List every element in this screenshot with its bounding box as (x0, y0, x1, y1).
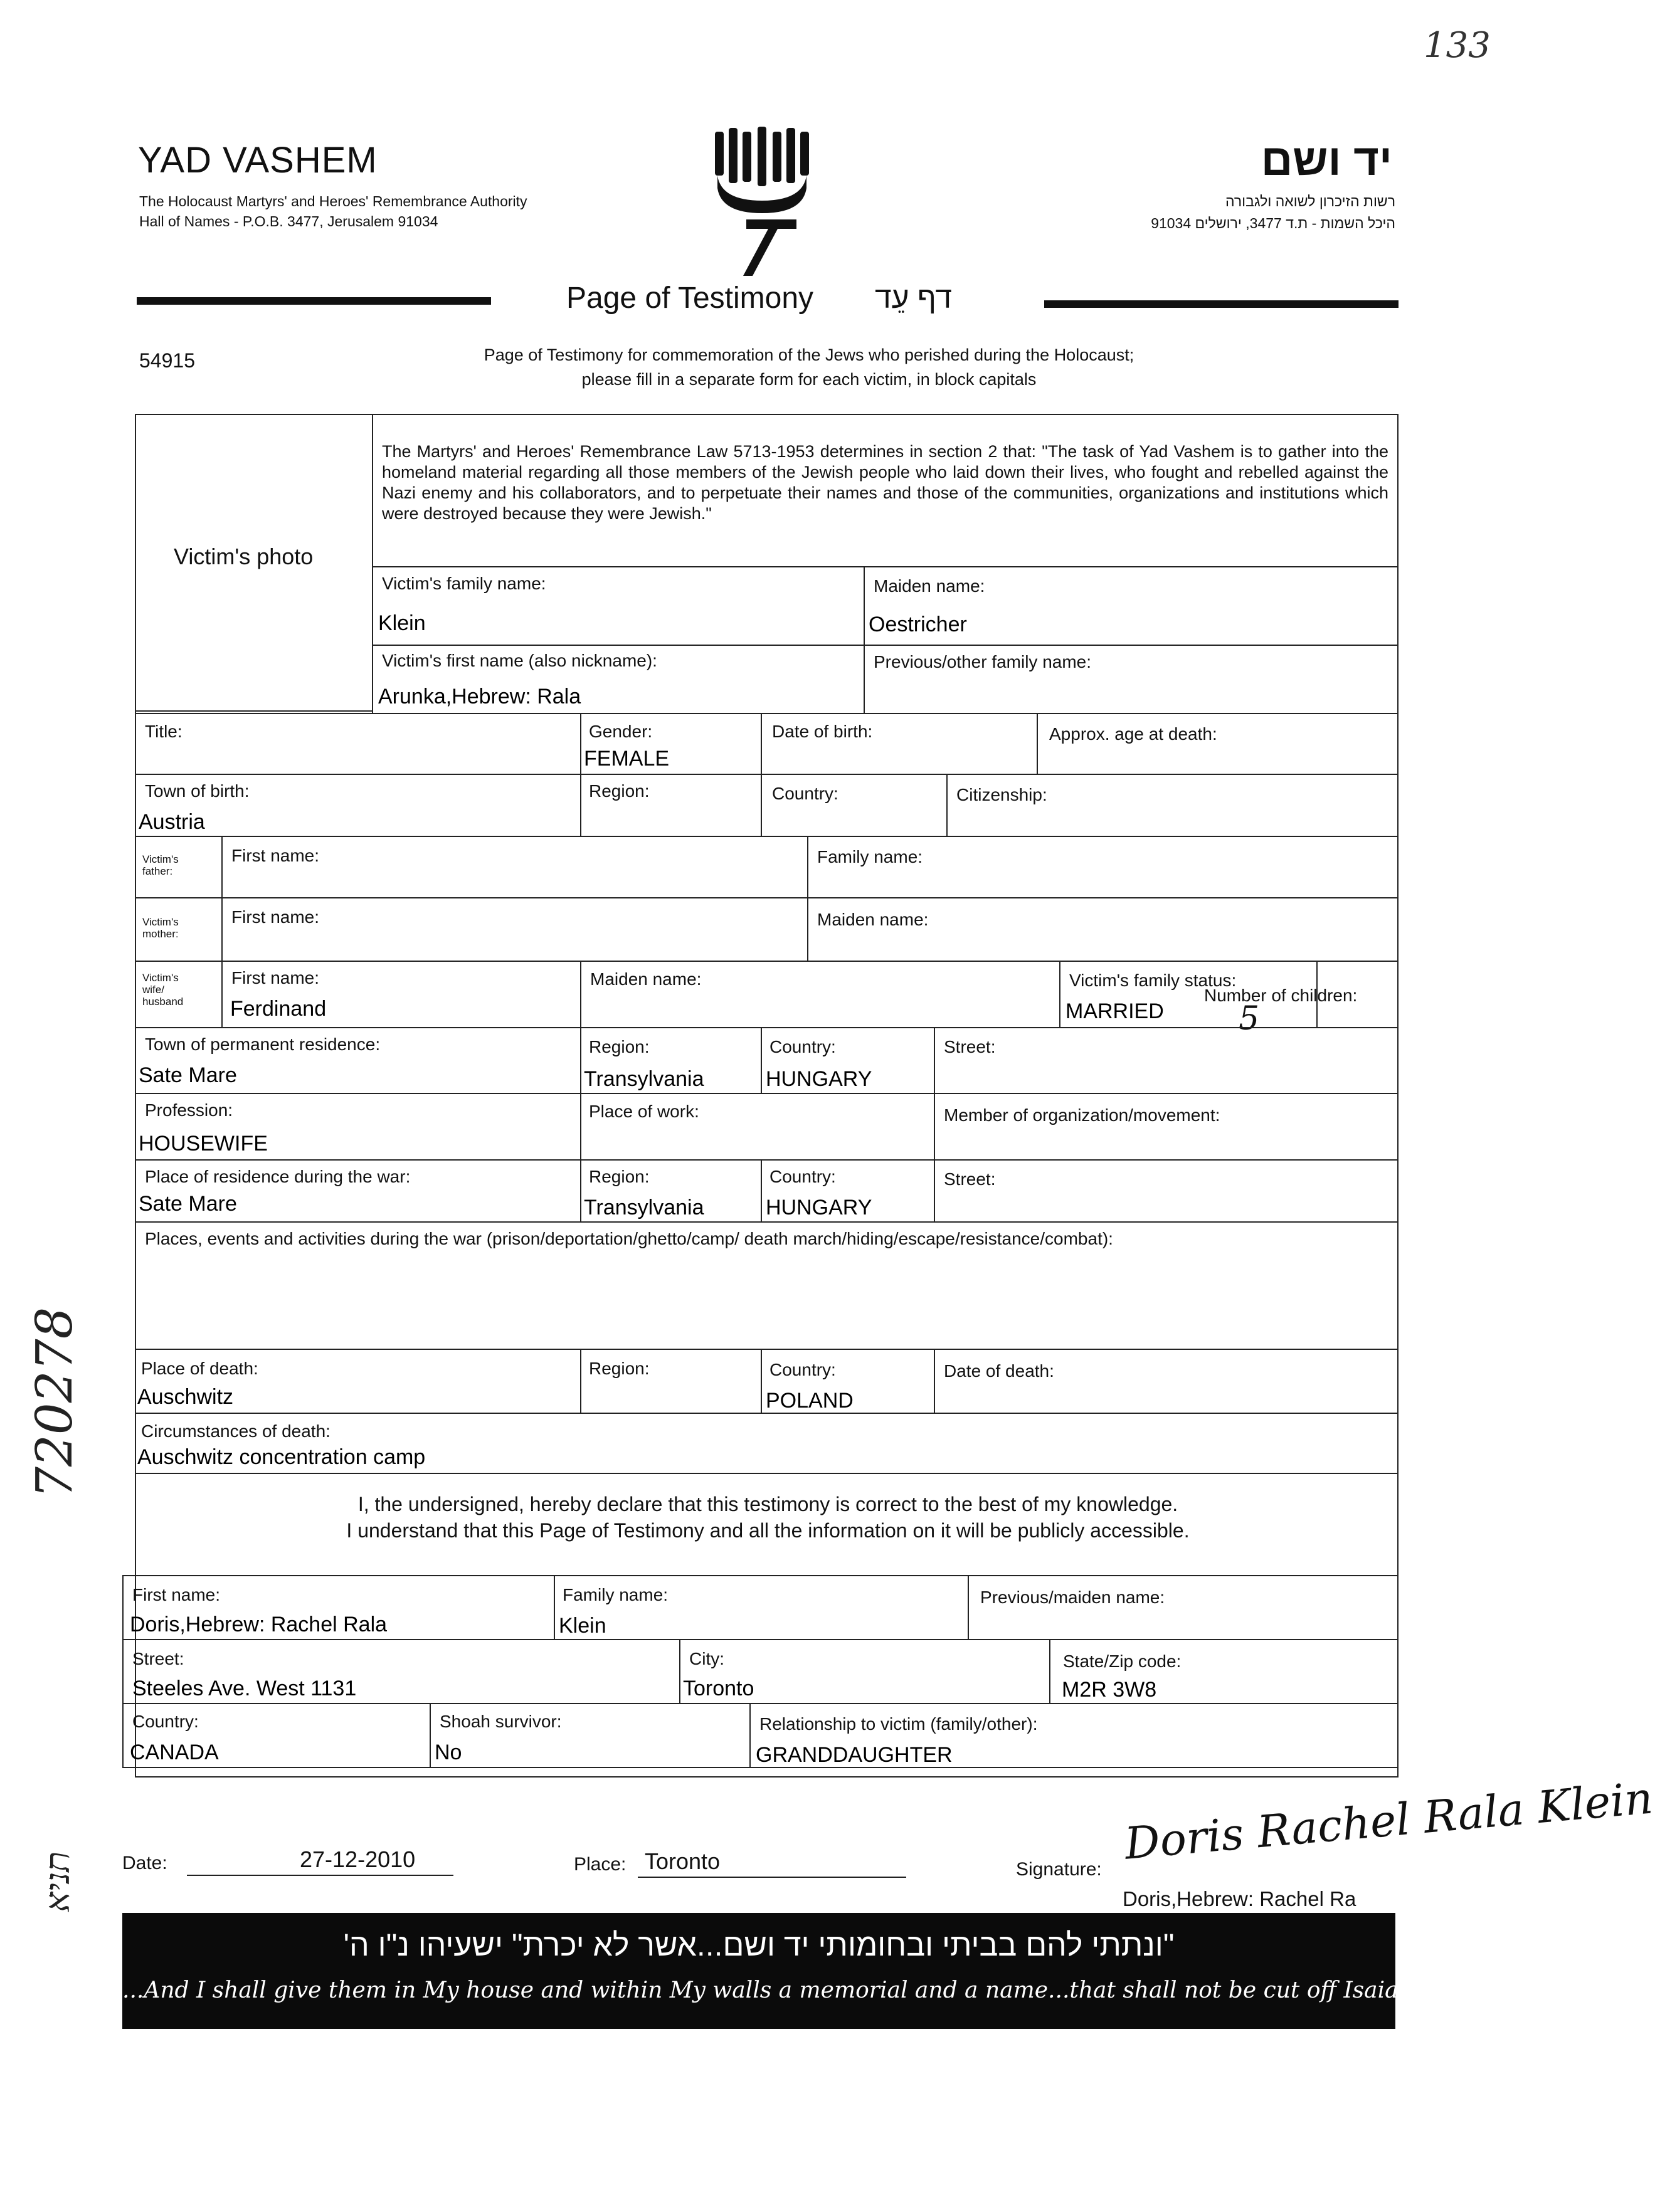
declaration-line-2: I understand that this Page of Testimony and all the information on it will be publicly accessible. (346, 1519, 1190, 1542)
residence-region-field[interactable] (580, 1027, 762, 1094)
submitter-family-name-value: Klein (559, 1614, 606, 1638)
father-label-cell (135, 836, 223, 898)
form-title-hebrew: דף עֵד (875, 282, 952, 315)
signature-handwritten[interactable]: Doris Rachel Rala Klein (1123, 1772, 1655, 1870)
victim-family-name-field[interactable] (372, 566, 865, 646)
victim-maiden-name-value: Oestricher (869, 613, 967, 636)
mother-first-name-field[interactable] (221, 897, 808, 962)
residence-town-field[interactable] (135, 1027, 581, 1094)
circumstances-value: Auschwitz concentration camp (137, 1445, 426, 1469)
organization-field[interactable] (934, 1093, 1399, 1161)
town-of-birth-field[interactable] (135, 774, 581, 837)
citizenship-label: Citizenship: (956, 785, 1047, 804)
war-residence-value: Sate Mare (139, 1192, 237, 1216)
victim-previous-name-field[interactable] (864, 645, 1399, 714)
signature-typed: Doris,Hebrew: Rachel Ra (1123, 1887, 1356, 1910)
shoah-survivor-label: Shoah survivor: (440, 1712, 562, 1731)
shoah-survivor-field[interactable] (430, 1703, 751, 1768)
spouse-label-cell (135, 961, 223, 1028)
instructions-line-2: please fill in a separate form for each victim, in block capitals (581, 370, 1037, 389)
profession-label: Profession: (145, 1100, 233, 1120)
banner-english-quote: ...And I shall give them in My house and within My walls a memorial and a name...that shall not be cut off Isaiah 56:5 (122, 1978, 1471, 2003)
relationship-value: GRANDDAUGHTER (756, 1743, 953, 1767)
victim-family-name-value: Klein (378, 611, 426, 635)
submitter-previous-name-field[interactable] (968, 1575, 1399, 1640)
father-family-name-field[interactable] (807, 836, 1399, 898)
form-title: Page of Testimony (566, 282, 814, 315)
date-underline (187, 1875, 453, 1876)
org-name: YAD VASHEM (138, 140, 378, 181)
submitter-city-field[interactable] (679, 1639, 1050, 1704)
isaiah-banner (122, 1913, 1471, 2029)
family-status-label: Victim's family status: (1069, 971, 1237, 990)
place-of-death-field[interactable] (135, 1349, 581, 1414)
title-field[interactable] (135, 713, 581, 775)
spouse-label: Victim's wife/ husband (142, 972, 184, 1008)
submitter-zip-value: M2R 3W8 (1062, 1678, 1157, 1702)
org-address: Hall of Names - P.O.B. 3477, Jerusalem 91034 (139, 213, 438, 229)
war-residence-field[interactable] (135, 1159, 581, 1223)
war-street-field[interactable] (934, 1159, 1399, 1223)
place-of-work-field[interactable] (580, 1093, 935, 1161)
residence-town-value: Sate Mare (139, 1063, 237, 1087)
date-value[interactable]: 27-12-2010 (300, 1846, 416, 1872)
spouse-first-name-field[interactable] (221, 961, 581, 1028)
submitter-family-name-field[interactable] (554, 1575, 969, 1640)
spouse-first-name-value: Ferdinand (230, 997, 327, 1021)
victim-first-name-field[interactable] (372, 645, 865, 714)
victim-maiden-name-label: Maiden name: (874, 576, 985, 596)
place-of-work-label: Place of work: (589, 1102, 699, 1121)
children-count-value: 5 (1239, 1000, 1260, 1038)
law-box (372, 414, 1399, 567)
form-number: 54915 (139, 349, 195, 372)
war-country-field[interactable] (761, 1159, 935, 1223)
gender-label: Gender: (589, 722, 653, 741)
residence-street-label: Street: (944, 1037, 996, 1056)
submitter-first-name-field[interactable] (122, 1575, 555, 1640)
family-status-value: MARRIED (1065, 999, 1164, 1023)
submitter-zip-label: State/Zip code: (1063, 1651, 1182, 1671)
profession-field[interactable] (135, 1093, 581, 1161)
submitter-street-field[interactable] (122, 1639, 680, 1704)
father-family-name-label: Family name: (817, 847, 923, 866)
submitter-first-name-label: First name: (132, 1585, 221, 1604)
age-at-death-label: Approx. age at death: (1049, 724, 1217, 744)
declaration-box (135, 1473, 1399, 1576)
circumstances-field[interactable] (135, 1413, 1399, 1474)
residence-country-value: HUNGARY (766, 1067, 872, 1091)
declaration-line-1: I, the undersigned, hereby declare that this testimony is correct to the best of my knowledge. (357, 1493, 1178, 1515)
submitter-zip-field[interactable] (1049, 1639, 1399, 1704)
town-of-birth-value: Austria (139, 810, 205, 834)
margin-annotation-hebrew: תניא (38, 1851, 77, 1912)
law-text: The Martyrs' and Heroes' Remembrance Law 5713-1953 determines in section 2 that: "The task of Yad Vashem is to gather into the homeland material regarding all those members of the Jewish people who laid down their lives, who fought and rebelled against the Nazi enemy and his collaborators, and to perpetuate their names and those of the communities, organizations and institutions which were destroyed because they were Jewish." (382, 442, 1388, 523)
spouse-first-name-label: First name: (231, 968, 320, 988)
residence-region-label: Region: (589, 1037, 650, 1056)
submitter-city-value: Toronto (683, 1677, 754, 1700)
war-region-field[interactable] (580, 1159, 762, 1223)
death-country-label: Country: (769, 1360, 836, 1379)
circumstances-label: Circumstances of death: (141, 1421, 330, 1441)
banner-hebrew-quote: "ונתתי להם בביתי ובחומותי יד ושם...אשר לא יכרת" ישעיהו נ"ו ה' (343, 1927, 1175, 1962)
victim-first-name-label: Victim's first name (also nickname): (382, 651, 657, 670)
place-underline (638, 1877, 906, 1878)
date-of-death-field[interactable] (934, 1349, 1399, 1414)
mother-label: Victim's mother: (142, 916, 179, 940)
death-region-label: Region: (589, 1359, 650, 1378)
submitter-family-name-label: Family name: (563, 1585, 669, 1604)
margin-annotation: 720278 (25, 1307, 83, 1498)
organization-label: Member of organization/movement: (944, 1105, 1220, 1125)
org-subtitle: The Holocaust Martyrs' and Heroes' Remembrance Authority (139, 193, 527, 209)
victim-photo-label: Victim's photo (174, 544, 314, 569)
war-events-field[interactable] (135, 1221, 1399, 1350)
birth-region-field[interactable] (580, 774, 762, 837)
title-label: Title: (145, 722, 182, 741)
birth-country-label: Country: (772, 784, 838, 803)
mother-maiden-name-label: Maiden name: (817, 910, 929, 929)
submitter-street-value: Steeles Ave. West 1131 (132, 1677, 357, 1700)
residence-region-value: Transylvania (584, 1067, 704, 1091)
submitter-country-field[interactable] (122, 1703, 431, 1768)
war-region-label: Region: (589, 1167, 650, 1186)
yad-vashem-logo (709, 125, 818, 279)
residence-street-field[interactable] (934, 1027, 1399, 1094)
submitter-street-label: Street: (132, 1649, 184, 1668)
title-rule-left (137, 297, 491, 305)
war-residence-label: Place of residence during the war: (145, 1167, 411, 1186)
children-count-label: Number of children: (1204, 986, 1358, 1005)
war-events-label: Places, events and activities during the war (prison/deportation/ghetto/camp/ death march/hiding/escape/resistance/combat): (145, 1229, 1113, 1248)
place-label: Place: (574, 1854, 627, 1875)
mother-first-name-label: First name: (231, 907, 320, 927)
gender-field[interactable] (580, 713, 762, 775)
residence-country-field[interactable] (761, 1027, 935, 1094)
citizenship-field[interactable] (946, 774, 1399, 837)
victim-first-name-value: Arunka,Hebrew: Rala (378, 685, 581, 708)
age-at-death-field[interactable] (1037, 713, 1399, 775)
war-region-value: Transylvania (584, 1196, 704, 1219)
relationship-field[interactable] (749, 1703, 1399, 1768)
page-number: 133 (1424, 25, 1491, 66)
date-of-birth-field[interactable] (761, 713, 1038, 775)
residence-country-label: Country: (769, 1037, 836, 1056)
death-country-field[interactable] (761, 1349, 935, 1414)
victim-photo-box[interactable] (135, 414, 373, 712)
residence-town-label: Town of permanent residence: (145, 1035, 381, 1054)
death-region-field[interactable] (580, 1349, 762, 1414)
title-rule-right (1044, 300, 1399, 308)
place-of-death-label: Place of death: (141, 1359, 258, 1378)
hebrew-subtitle: רשות הזיכרון לשואה ולגבורה (1225, 193, 1395, 209)
date-of-death-label: Date of death: (944, 1361, 1054, 1381)
gender-value: FEMALE (584, 747, 670, 771)
spouse-maiden-name-field[interactable] (580, 961, 1060, 1028)
war-street-label: Street: (944, 1169, 996, 1189)
place-of-death-value: Auschwitz (137, 1385, 234, 1409)
testimony-form (122, 414, 1399, 1778)
father-first-name-label: First name: (231, 846, 320, 865)
mother-label-cell (135, 897, 223, 962)
victim-family-name-label: Victim's family name: (382, 574, 546, 593)
date-of-birth-label: Date of birth: (772, 722, 873, 741)
date-label: Date: (122, 1853, 167, 1873)
town-of-birth-label: Town of birth: (145, 781, 250, 801)
submitter-previous-name-label: Previous/maiden name: (980, 1588, 1165, 1607)
shoah-survivor-value: No (435, 1741, 462, 1764)
victim-previous-name-label: Previous/other family name: (874, 652, 1092, 672)
birth-country-field[interactable] (761, 774, 948, 837)
hebrew-address: היכל השמות - ת.ד 3477, ירושלים 91034 (1151, 215, 1395, 231)
instructions-line-1: Page of Testimony for commemoration of the Jews who perished during the Holocaust; (484, 345, 1134, 364)
place-value[interactable]: Toronto (645, 1848, 721, 1874)
submitter-country-value: CANADA (130, 1741, 219, 1764)
submitter-country-label: Country: (132, 1712, 199, 1731)
profession-value: HOUSEWIFE (139, 1132, 268, 1156)
signature-label: Signature: (1016, 1859, 1102, 1880)
submitter-first-name-value: Doris,Hebrew: Rachel Rala (130, 1613, 388, 1636)
spouse-maiden-name-label: Maiden name: (590, 969, 702, 989)
victim-maiden-name-field[interactable] (864, 566, 1399, 646)
death-country-value: POLAND (766, 1389, 854, 1413)
father-label: Victim's father: (142, 853, 179, 877)
mother-maiden-name-field[interactable] (807, 897, 1399, 962)
hebrew-org-name: יד ושם (1261, 135, 1392, 184)
relationship-label: Relationship to victim (family/other): (759, 1714, 1038, 1734)
war-country-value: HUNGARY (766, 1196, 872, 1219)
father-first-name-field[interactable] (221, 836, 808, 898)
birth-region-label: Region: (589, 781, 650, 801)
submitter-city-label: City: (689, 1649, 724, 1668)
war-country-label: Country: (769, 1167, 836, 1186)
